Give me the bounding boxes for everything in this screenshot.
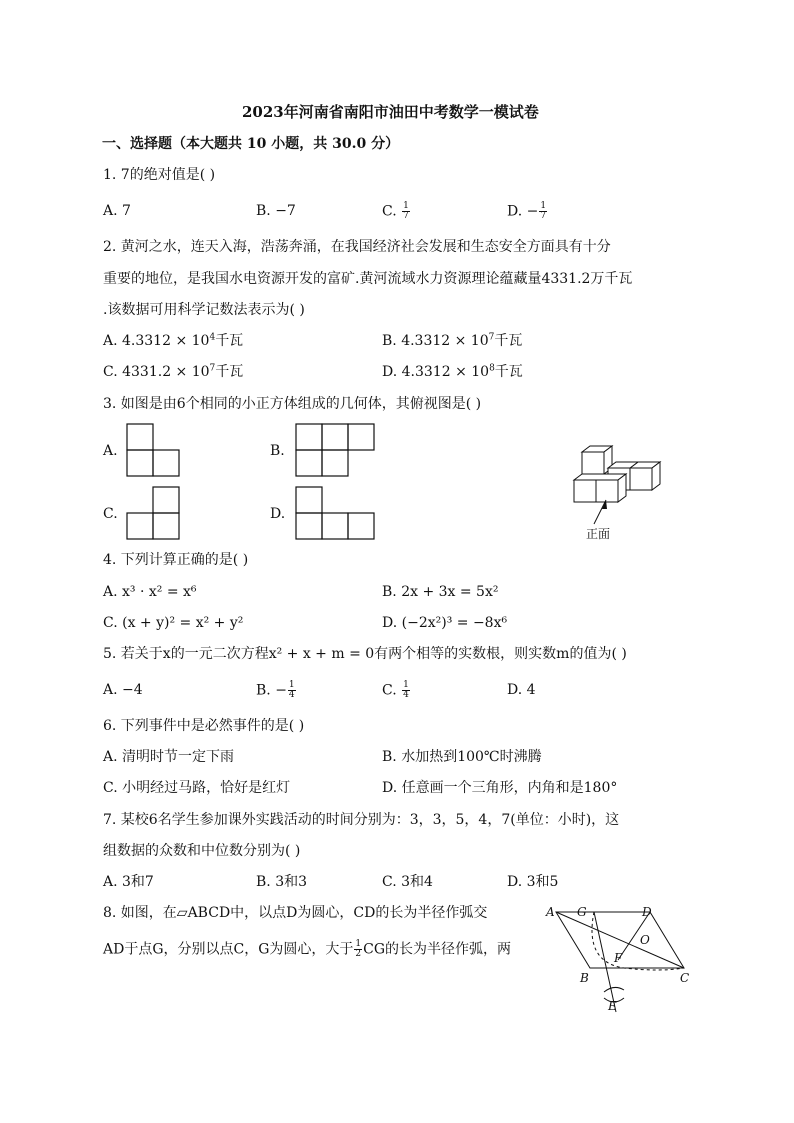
q3-option-a-figure	[126, 423, 182, 479]
q3-option-a-label: A.	[103, 443, 118, 459]
q8-label-c: C	[680, 971, 690, 985]
question-4-stem: 4. 下列计算正确的是( )	[103, 552, 249, 568]
q8-label-g: G	[577, 905, 587, 919]
q8-half-fraction: $\frac{1}{2}$	[355, 939, 362, 959]
q6-option-d: D. 任意画一个三角形，内角和是180°	[382, 780, 618, 796]
q4-option-a: A. x³ · x² = x⁶	[103, 584, 197, 600]
q5-option-d: D. 4	[507, 682, 536, 698]
question-2-line-2: 重要的地位，是我国水电资源开发的富矿.黄河流域水力资源理论蕴藏量4331.2万千瓦	[103, 271, 633, 287]
q6-option-a: A. 清明时节一定下雨	[103, 749, 235, 765]
q3-option-b-figure	[295, 423, 377, 479]
q8-label-f: F	[614, 951, 623, 965]
q8-label-a: A	[546, 905, 555, 919]
question-3-stem: 3. 如图是由6个相同的小正方体组成的几何体，其俯视图是( )	[103, 396, 482, 412]
q5-option-c: C. $\frac{1}{4}$	[382, 680, 409, 700]
question-7-line-1: 7. 某校6名学生参加课外实践活动的时间分别为：3，3，5，4，7(单位：小时)，这	[103, 812, 620, 828]
question-5-stem: 5. 若关于x的一元二次方程x² + x + m = 0有两个相等的实数根，则实数m的值为( )	[103, 646, 627, 662]
q3-option-c-figure	[126, 486, 182, 542]
q1-option-c: C. $\frac{1}{7}$	[382, 201, 409, 221]
q7-option-b: B. 3和3	[256, 874, 308, 890]
question-8-line-2: AD于点G，分别以点C，G为圆心，大于 $\frac{1}{2}$ CG的长为半径作弧，两	[103, 939, 512, 959]
q4-option-d: D. (−2x²)³ = −8x⁶	[382, 615, 508, 631]
q1-option-a: A. 7	[103, 203, 131, 219]
front-view-label: 正面	[586, 527, 611, 541]
q2-option-b: B. $4.3312 \times 10^7$千瓦	[382, 332, 523, 349]
q2-option-d: D. $4.3312 \times 10^8$千瓦	[382, 363, 523, 380]
q3-option-b-label: B.	[270, 443, 285, 459]
q4-option-c: C. (x + y)² = x² + y²	[103, 615, 244, 631]
question-8-line-1: 8. 如图，在▱ABCD中，以点D为圆心，CD的长为半径作弧交	[103, 905, 488, 921]
q8-label-o: O	[640, 933, 650, 947]
q5-b-fraction: $\frac{1}{4}$	[288, 680, 295, 700]
q7-option-d: D. 3和5	[507, 874, 559, 890]
page-title: 2023年河南省南阳市油田中考数学一模试卷	[242, 103, 539, 121]
q3-option-d-label: D.	[270, 506, 286, 522]
q1-option-b: B. −7	[256, 203, 296, 219]
q1-option-d: D. − $\frac{1}{7}$	[507, 201, 547, 221]
q6-option-c: C. 小明经过马路，恰好是红灯	[103, 780, 291, 796]
question-7-line-2: 组数据的众数和中位数分别为( )	[103, 843, 301, 859]
q8-label-d: D	[642, 905, 652, 919]
question-2-line-1: 2. 黄河之水，连天入海，浩荡奔涌，在我国经济社会发展和生态安全方面具有十分	[103, 239, 611, 255]
q8-parallelogram-figure	[544, 902, 704, 1014]
q3-option-c-label: C.	[103, 506, 118, 522]
q5-c-fraction: $\frac{1}{4}$	[403, 680, 409, 700]
q5-option-a: A. −4	[103, 682, 143, 698]
q8-label-e: E	[608, 999, 617, 1013]
section-heading: 一、选择题（本大题共 10 小题，共 30.0 分）	[102, 136, 400, 152]
q8-label-b: B	[580, 971, 589, 985]
question-2-line-3: .该数据可用科学记数法表示为( )	[103, 302, 305, 318]
q3-option-d-figure	[295, 486, 377, 542]
q6-option-b: B. 水加热到100℃时沸腾	[382, 749, 542, 765]
q5-option-b: B. − $\frac{1}{4}$	[256, 680, 295, 700]
q1-c-fraction: $\frac{1}{7}$	[403, 201, 409, 221]
question-6-stem: 6. 下列事件中是必然事件的是( )	[103, 718, 305, 734]
q7-option-c: C. 3和4	[382, 874, 433, 890]
q2-option-a: A. $4.3312 \times 10^4$千瓦	[103, 332, 244, 349]
q4-option-b: B. 2x + 3x = 5x²	[382, 584, 499, 600]
q2-option-c: C. $4331.2 \times 10^7$千瓦	[103, 363, 244, 380]
q7-option-a: A. 3和7	[103, 874, 154, 890]
question-1-stem: 1. 7的绝对值是( )	[103, 167, 216, 183]
q1-d-fraction: $\frac{1}{7}$	[540, 201, 547, 221]
